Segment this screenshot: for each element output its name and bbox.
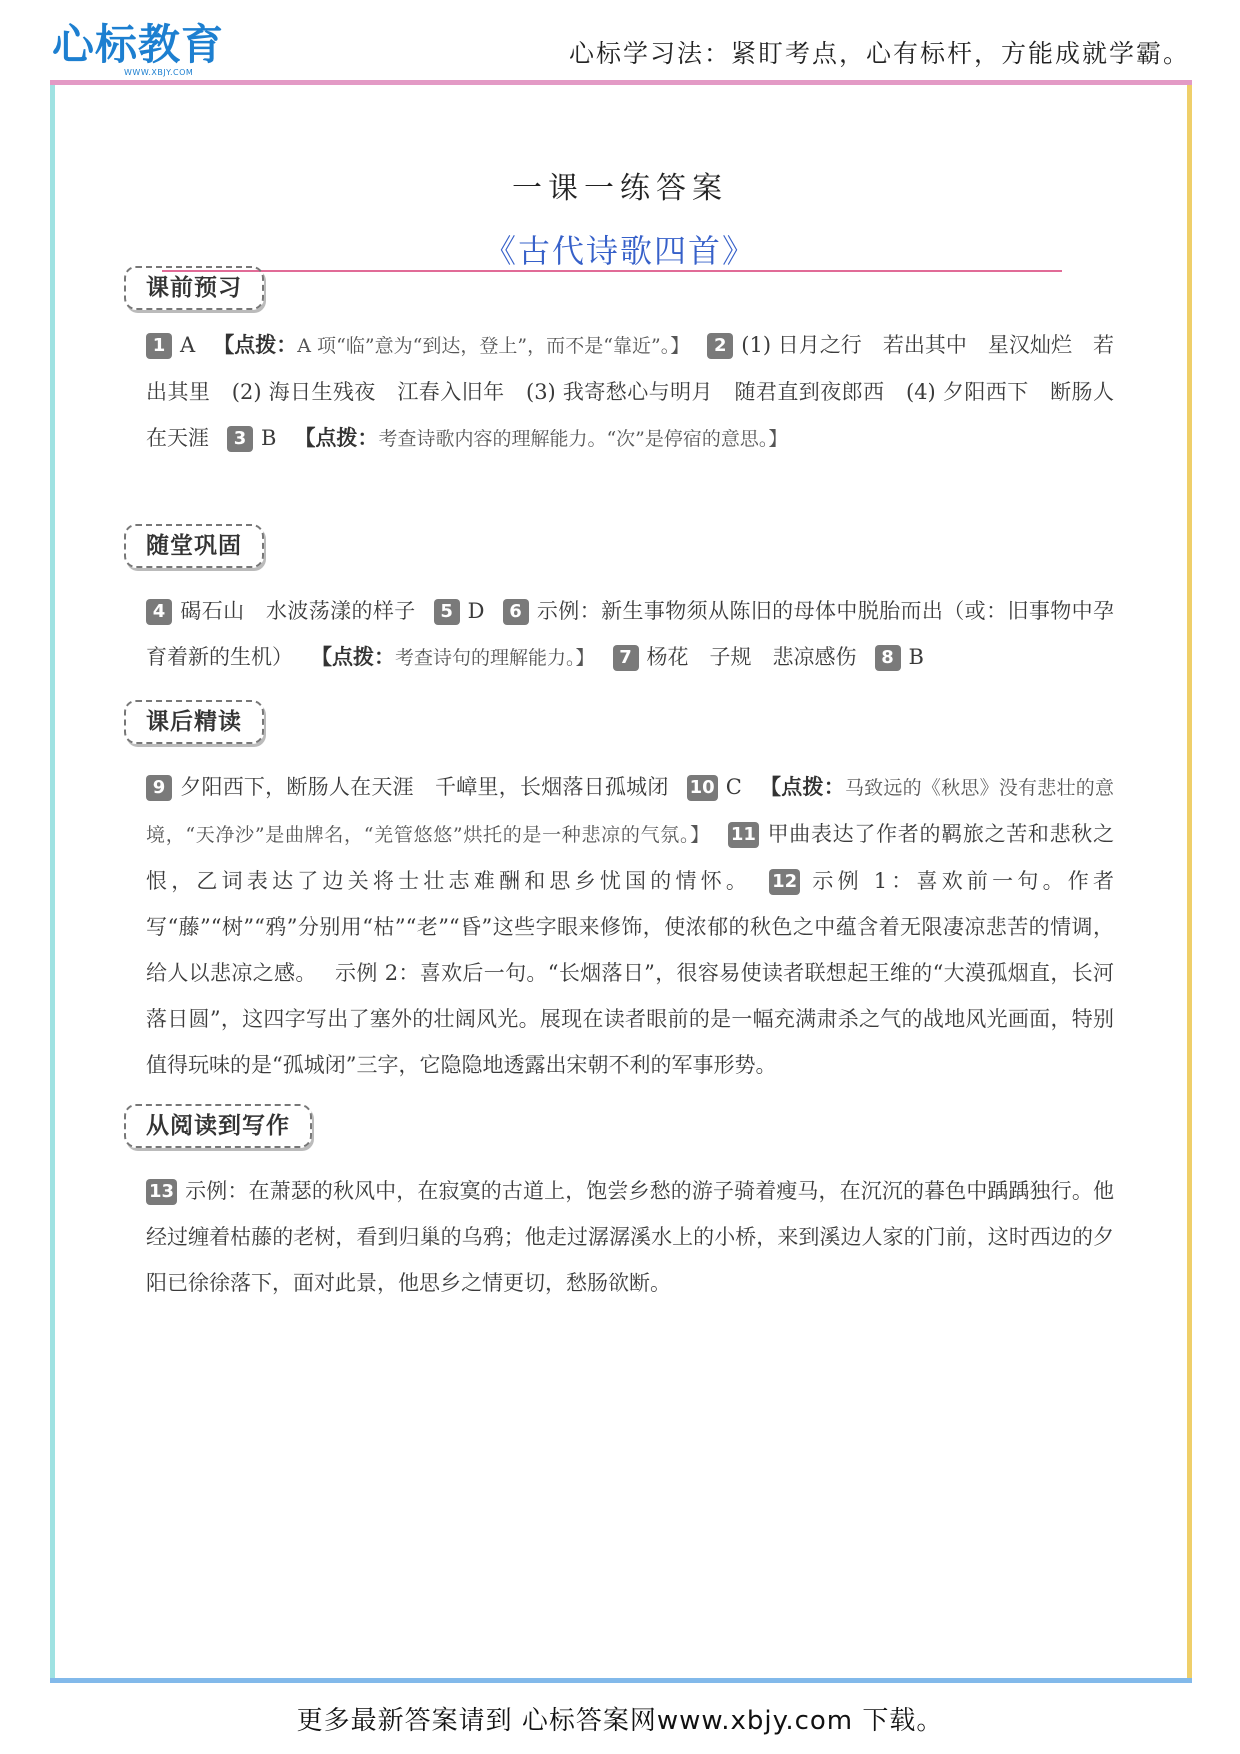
frame-border-top <box>50 80 1192 85</box>
hint-label: 【点拨： <box>294 426 379 450</box>
question-number: 3 <box>227 426 253 452</box>
hint-text-3: 考查诗歌内容的理解能力。“次”是停宿的意思。】 <box>378 428 788 450</box>
question-number: 11 <box>728 822 759 848</box>
answer-4: 碣石山 水波荡漾的样子 <box>180 599 416 623</box>
hint-label: 【点拨： <box>311 645 395 669</box>
section-tag-consolidate: 随堂巩固 <box>124 524 264 568</box>
frame-border-bottom <box>50 1678 1192 1683</box>
question-number: 7 <box>613 645 639 671</box>
question-number: 10 <box>687 775 718 801</box>
logo-url: WWW.XBJY.COM <box>124 68 194 77</box>
question-number: 12 <box>769 869 800 895</box>
hint-text-1: A 项“临”意为“到达，登上”，而不是“靠近”。】 <box>297 335 690 357</box>
question-number: 9 <box>146 775 172 801</box>
section-tag-preview: 课前预习 <box>124 266 264 310</box>
hint-label: 【点拨： <box>213 333 298 357</box>
logo-text: 心标教育 <box>52 20 225 69</box>
brand-logo <box>52 20 225 80</box>
section-tag-writing: 从阅读到写作 <box>124 1104 312 1148</box>
writing-answers <box>146 1168 1114 1306</box>
title-underline <box>162 270 1062 272</box>
reading-answers <box>146 764 1114 1088</box>
hint-text-6: 考查诗句的理解能力。】 <box>395 647 595 669</box>
answer-12-example-1: 示例 1：喜欢前一句。作者写“藤”“树”“鸦”分别用“枯”“老”“昏”这些字眼来修饰，使浓郁的秋色之中蕴含着无限凄凉悲苦的情调，给人以悲凉之感。 <box>146 869 1114 985</box>
question-number: 4 <box>146 599 172 625</box>
answer-11: 甲曲表达了作者的羁旅之苦和悲秋之恨，乙词表达了边关将士壮志难酬和思乡忧国的情怀。 <box>146 822 1114 893</box>
question-number: 5 <box>434 599 460 625</box>
page-header <box>0 0 1240 84</box>
question-number: 1 <box>146 333 172 359</box>
hint-label: 【点拨： <box>759 775 845 799</box>
section-tag-reading: 课后精读 <box>124 700 264 744</box>
answer-9: 夕阳西下，断肠人在天涯 千嶂里，长烟落日孤城闭 <box>180 775 669 799</box>
answer-1: A <box>180 333 196 357</box>
answer-5: D <box>467 599 485 623</box>
consolidate-answers <box>146 588 1114 681</box>
hint-text-10: 马致远的《秋思》没有悲壮的意境，“天净沙”是曲牌名，“羌管悠悠”烘托的是一种悲凉的气氛。】 <box>146 777 1114 846</box>
footer-download-notice: 更多最新答案请到 心标答案网www.xbjy.com 下载。 <box>296 1706 944 1736</box>
page-title: 一课一练答案 <box>512 171 728 206</box>
frame-border-left <box>50 85 55 1680</box>
question-number: 6 <box>503 599 529 625</box>
preview-answers <box>146 322 1114 462</box>
question-number: 8 <box>875 645 901 671</box>
answer-13: 示例：在萧瑟的秋风中，在寂寞的古道上，饱尝乡愁的游子骑着瘦马，在沉沉的暮色中踽踽独行。他经过缠着枯藤的老树，看到归巢的乌鸦；他走过潺潺溪水上的小桥，来到溪边人家的门前，这时西边的夕阳已徐徐落下，面对此景，他思乡之情更切，愁肠欲断。 <box>146 1179 1114 1295</box>
answer-3: B <box>261 426 277 450</box>
answer-6: 示例：新生事物须从陈旧的母体中脱胎而出（或：旧事物中孕育着新的生机） <box>146 599 1115 669</box>
question-number: 13 <box>146 1179 177 1205</box>
answer-10: C <box>725 775 742 799</box>
lesson-title: 《古代诗歌四首》 <box>483 232 756 270</box>
answer-2: (1) 日月之行 若出其中 星汉灿烂 若出其里 (2) 海日生残夜 江春入旧年 (3) 我寄愁心与明月 随君直到夜郎西 (4) 夕阳西下 断肠人在天涯 <box>146 333 1115 450</box>
question-number: 2 <box>707 333 733 359</box>
answer-8: B <box>908 645 924 669</box>
frame-border-right <box>1187 85 1192 1680</box>
header-slogan: 心标学习法：紧盯考点，心有标杆，方能成就学霸。 <box>568 39 1190 68</box>
answer-7: 杨花 子规 悲凉感伤 <box>646 645 857 669</box>
answer-12-example-2: 示例 2：喜欢后一句。“长烟落日”，很容易使读者联想起王维的“大漠孤烟直，长河落日圆”，这四字写出了塞外的壮阔风光。展现在读者眼前的是一幅充满肃杀之气的战地风光画面，特别值得玩味的是“孤城闭”三字，它隐隐地透露出宋朝不利的军事形势。 <box>146 961 1114 1077</box>
